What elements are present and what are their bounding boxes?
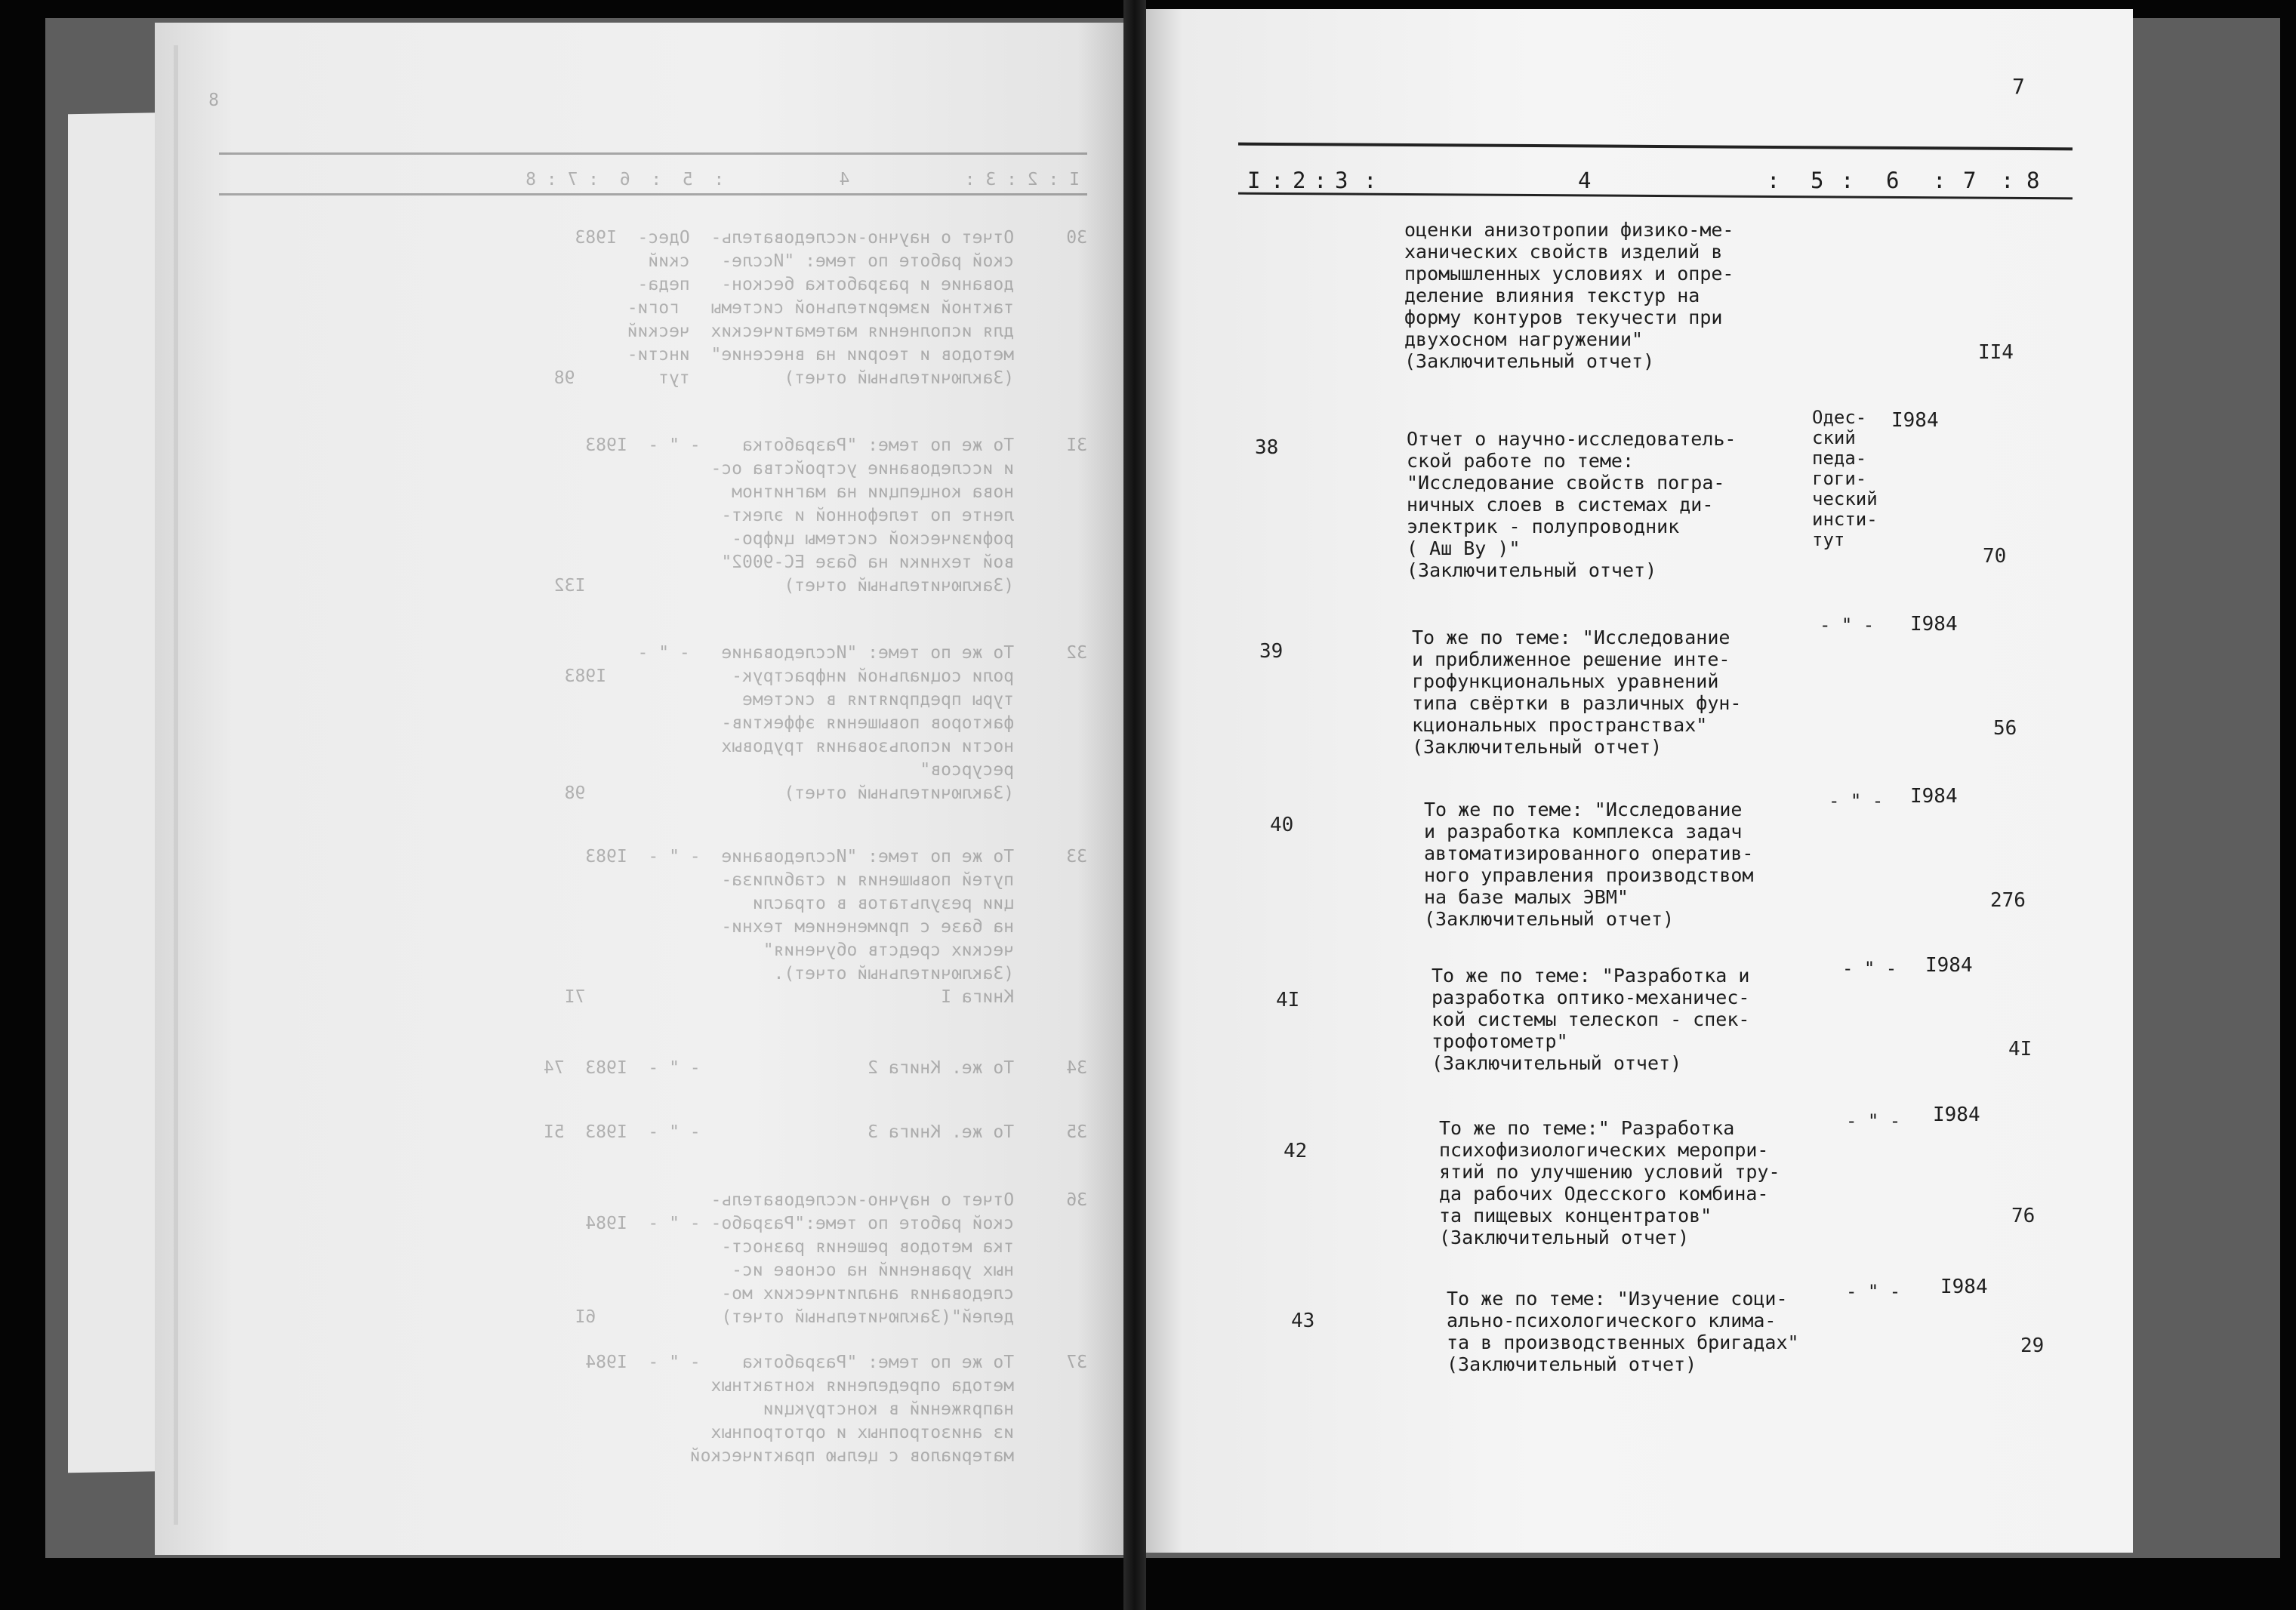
entry-number: 39 [1259,640,1284,663]
entry-description: То же по теме: "Разработка и разработка оптико-механичес- кой системы телескоп - спек- трофотометр" (Заключительный отчет) [1432,965,1750,1074]
left-page-edge [174,45,178,1525]
entry-number: 42 [1284,1140,1308,1162]
entry-description: То же по теме: "Исследование и приближенное решение инте- грофункциональных уравнений типа свёртки в различных фун- кциональных пространствах" (Заключительный отчет) [1412,626,1742,758]
column-header-2: 2 [1293,168,1306,193]
column-header-5: 5 [1811,168,1824,193]
header-sep: : [1767,168,1780,193]
column-header-8: 8 [2026,168,2040,193]
entry-organization: Одес- ский педа- гоги- ческий инсти- тут [1812,407,1878,550]
header-sep: : [1314,168,1327,193]
entry-pages: 56 [1993,717,2017,740]
left-page-bleedthrough: 8 I : 2 : 3 : 4 : 5 : 6 : 7 : 8 30 Отчет о научно-исследователь- Одес- I983 ской работе по теме: "Иссле- ский дование и разработка бескон- педа- тактной измерительной системы гоги- для исполнения математических ческий методов и теории на внесение" инсти- (Заключительный отчет) тут 98 3I То же по теме: "Разработка - " - I983 и исследование устройства ос- нова концепции на магнитном ленте по телефонной и элект- рофизической системы цифро- вой техники на базе ЕС-9002" (Заключительный отчет) I32 32 То же по теме: "Исследование - " - роли социальной инфраструк- I983 туры предприятия в системе факторов повышения эффектив- ности использования трудовых ресурсов" (Заключительный отчет) 98 33 То же по теме: "Исследование - " - I983 путей повышения и стабилиза- ции результатов в отрасли на базе с применением техни- ческих средств обучения" (Заключительный отчет). Книга I 7I 34 То же. Книга 2 - " - I983 74 35 То же. Книга 3 - " - I983 5I 36 Отчет о научно-исследователь- ской работе по теме:"Разрабо- - " - I984 тка методов решения разност- ных уравнений на основе ис- следования аналитических мо- делей"(Заключительный отчет) 6I 37 То же по теме: "Разработка - " - I984 метода определения контактных напряжений в конструкции из анизотропных и ортотропных материалов с целью практической [208,91,1087,1466]
entry-pages: 4I [2008,1038,2032,1061]
entry-pages: II4 [1978,341,2014,364]
entry-description: Отчет о научно-исследователь- ской работе по теме: "Исследование свойств погра- ничных слоев в системах ди- электрик - полупроводник ( Aш Bу )" (Заключительный отчет) [1407,428,1737,581]
entry-year: I984 [1910,785,1958,808]
entry-year: I984 [1933,1104,1980,1126]
entry-pages: 70 [1983,545,2007,568]
entry-number: 38 [1255,436,1279,459]
entry-number: 43 [1291,1310,1315,1332]
entry-year: I984 [1925,954,1973,977]
column-header-7: 7 [1963,168,1977,193]
column-header-4: 4 [1578,168,1592,193]
entry-description: То же по теме: "Изучение соци- ально-психологического клима- та в производственных бригадах" (Заключительный отчет) [1447,1288,1799,1375]
header-sep: : [1271,168,1284,193]
entry-organization: - " - [1846,1281,1901,1302]
entry-description: То же по теме: "Исследование и разработка комплекса задач автоматизированного оператив- ного управления производством на базе малых ЭВМ" (Заключительный отчет) [1424,799,1754,930]
column-header-3: 3 [1335,168,1348,193]
column-header-6: 6 [1886,168,1900,193]
entry-year: I984 [1891,409,1939,432]
entry-organization: - " - [1842,958,1897,979]
header-sep: : [1364,168,1377,193]
column-header-1: I [1247,168,1261,193]
entry-description: оценки анизотропии физико-ме- ханических свойств изделий в промышленных условиях и опре- деление влияния текстур на форму контуров текучести при двухосном нагружении" (Заключительный отчет) [1404,219,1734,372]
header-sep: : [2001,168,2014,193]
entry-description: То же по теме:" Разработка психофизиологических меропри- ятий по улучшению условий тру- да рабочих Одесского комбина- та пищевых концентратов" (Заключительный отчет) [1439,1117,1780,1248]
header-sep: : [1841,168,1854,193]
page-number: 7 [2012,74,2025,99]
entry-organization: - " - [1829,790,1884,811]
book-gutter [1123,0,1146,1610]
header-sep: : [1933,168,1946,193]
entry-organization: - " - [1846,1110,1901,1131]
entry-organization: - " - [1820,614,1875,636]
entry-pages: 76 [2011,1205,2036,1227]
entry-number: 4I [1276,989,1300,1011]
entry-year: I984 [1910,613,1958,636]
entry-year: I984 [1940,1276,1988,1298]
entry-number: 40 [1270,814,1294,836]
entry-pages: 276 [1990,889,2026,912]
entry-pages: 29 [2020,1334,2045,1357]
